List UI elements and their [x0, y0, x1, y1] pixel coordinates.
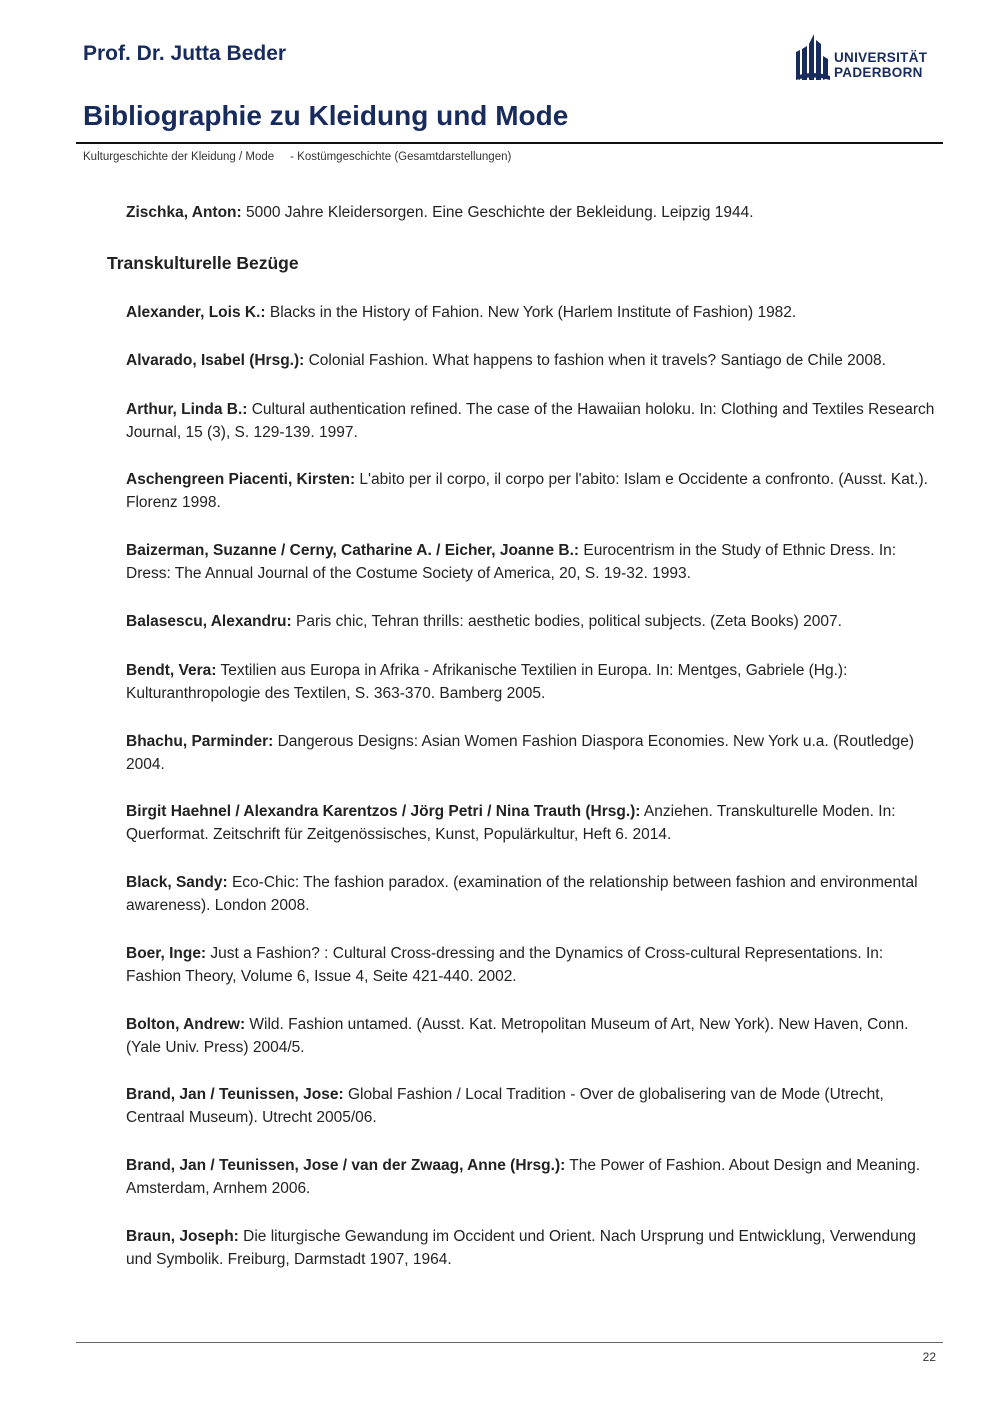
bibliography-entry	[126, 800, 941, 846]
bibliography-entry	[126, 349, 941, 372]
entry-author: Alvarado, Isabel (Hrsg.):	[126, 352, 305, 369]
entry-text: Global Fashion / Local Tradition - Over de globalisering van de Mode (Utrecht, Centraal Museum). Utrecht 2005/06.	[126, 1086, 884, 1126]
bibliography-entry	[126, 539, 941, 585]
entry-author: Zischka, Anton:	[126, 204, 242, 221]
bibliography-entry	[126, 730, 941, 776]
bibliography-entry	[126, 468, 941, 514]
entry-text: Eco-Chic: The fashion paradox. (examination of the relationship between fashion and environmental awareness). London 2008.	[126, 874, 918, 914]
entry-text: L'abito per il corpo, il corpo per l'abito: Islam e Occidente a confronto. (Ausst. Kat.). Florenz 1998.	[126, 471, 928, 511]
bibliography-entry	[126, 610, 941, 633]
entry-author: Aschengreen Piacenti, Kirsten:	[126, 471, 356, 488]
entry-author: Baizerman, Suzanne / Cerny, Catharine A. / Eicher, Joanne B.:	[126, 542, 580, 559]
bibliography-entry	[126, 1154, 941, 1200]
entry-text: Eurocentrism in the Study of Ethnic Dress. In: Dress: The Annual Journal of the Costume Society of America, 20, S. 19-32. 1993.	[126, 542, 897, 582]
logo-text-line2: PADERBORN	[834, 65, 923, 80]
entry-text: Cultural authentication refined. The case of the Hawaiian holoku. In: Clothing and Textiles Research Journal, 15 (3), S. 129-139. 1997.	[126, 401, 935, 441]
bibliography-entry	[126, 659, 941, 705]
bibliography-entry	[126, 1013, 941, 1059]
bibliography-entry	[126, 301, 941, 324]
footer-divider	[76, 1342, 943, 1343]
entry-author: Black, Sandy:	[126, 874, 228, 891]
bibliography-entry	[126, 1225, 941, 1271]
logo-text-line1: UNIVERSITÄT	[834, 50, 928, 65]
breadcrumb	[83, 151, 511, 163]
entry-text: Textilien aus Europa in Afrika - Afrikanische Textilien in Europa. In: Mentges, Gabriele (Hg.): Kulturanthropologie des Textilen, S. 363-370. Bamberg 2005.	[126, 662, 848, 702]
entry-author: Brand, Jan / Teunissen, Jose:	[126, 1086, 344, 1103]
entry-author: Balasescu, Alexandru:	[126, 613, 292, 630]
bibliography-entry	[126, 942, 941, 988]
entry-text: Just a Fashion? : Cultural Cross-dressing and the Dynamics of Cross-cultural Representations. In: Fashion Theory, Volume 6, Issue 4, Seite 421-440. 2002.	[126, 945, 884, 985]
entry-text: The Power of Fashion. About Design and Meaning. Amsterdam, Arnhem 2006.	[126, 1157, 920, 1197]
university-logo	[794, 32, 934, 82]
document-title: Bibliographie zu Kleidung und Mode	[83, 100, 569, 131]
entry-author: Birgit Haehnel / Alexandra Karentzos / Jörg Petri / Nina Trauth (Hrsg.):	[126, 803, 641, 820]
entry-text: Blacks in the History of Fahion. New York (Harlem Institute of Fashion) 1982.	[265, 304, 797, 321]
breadcrumb-part-2: - Kostümgeschichte (Gesamtdarstellungen)	[290, 151, 512, 163]
entry-text: Paris chic, Tehran thrills: aesthetic bodies, political subjects. (Zeta Books) 2007.	[291, 613, 842, 630]
entry-text: Dangerous Designs: Asian Women Fashion Diaspora Economies. New York u.a. (Routledge) 2004.	[126, 733, 914, 773]
bibliography-entry	[126, 201, 941, 224]
entry-author: Bendt, Vera:	[126, 662, 217, 679]
bibliography-entry	[126, 398, 941, 444]
entry-text: Die liturgische Gewandung im Occident und Orient. Nach Ursprung und Entwicklung, Verwendung und Symbolik. Freiburg, Darmstadt 1907, 1964.	[126, 1228, 917, 1268]
entry-text: Anziehen. Transkulturelle Moden. In: Querformat. Zeitschrift für Zeitgenössisches, Kunst, Populärkultur, Heft 6. 2014.	[126, 803, 896, 843]
page-number: 22	[922, 1350, 936, 1364]
breadcrumb-part-1: Kulturgeschichte der Kleidung / Mode	[83, 151, 275, 163]
entry-author: Brand, Jan / Teunissen, Jose / van der Zwaag, Anne (Hrsg.):	[126, 1157, 566, 1174]
entry-text: Wild. Fashion untamed. (Ausst. Kat. Metropolitan Museum of Art, New York). New Haven, Conn. (Yale Univ. Press) 2004/5.	[126, 1016, 909, 1056]
bibliography-entry	[126, 871, 941, 917]
entry-author: Alexander, Lois K.:	[126, 304, 266, 321]
university-logo-icon	[794, 32, 832, 82]
entry-author: Arthur, Linda B.:	[126, 401, 248, 418]
entry-author: Bolton, Andrew:	[126, 1016, 246, 1033]
header-divider	[76, 142, 943, 144]
bibliography-entry	[126, 1083, 941, 1129]
section-heading: Transkulturelle Bezüge	[107, 253, 299, 273]
author-name-header: Prof. Dr. Jutta Beder	[83, 42, 287, 65]
entry-text: Colonial Fashion. What happens to fashion when it travels? Santiago de Chile 2008.	[304, 352, 886, 369]
entry-author: Boer, Inge:	[126, 945, 207, 962]
entry-text: 5000 Jahre Kleidersorgen. Eine Geschichte der Bekleidung. Leipzig 1944.	[241, 204, 754, 221]
entry-author: Braun, Joseph:	[126, 1228, 239, 1245]
entry-author: Bhachu, Parminder:	[126, 733, 274, 750]
